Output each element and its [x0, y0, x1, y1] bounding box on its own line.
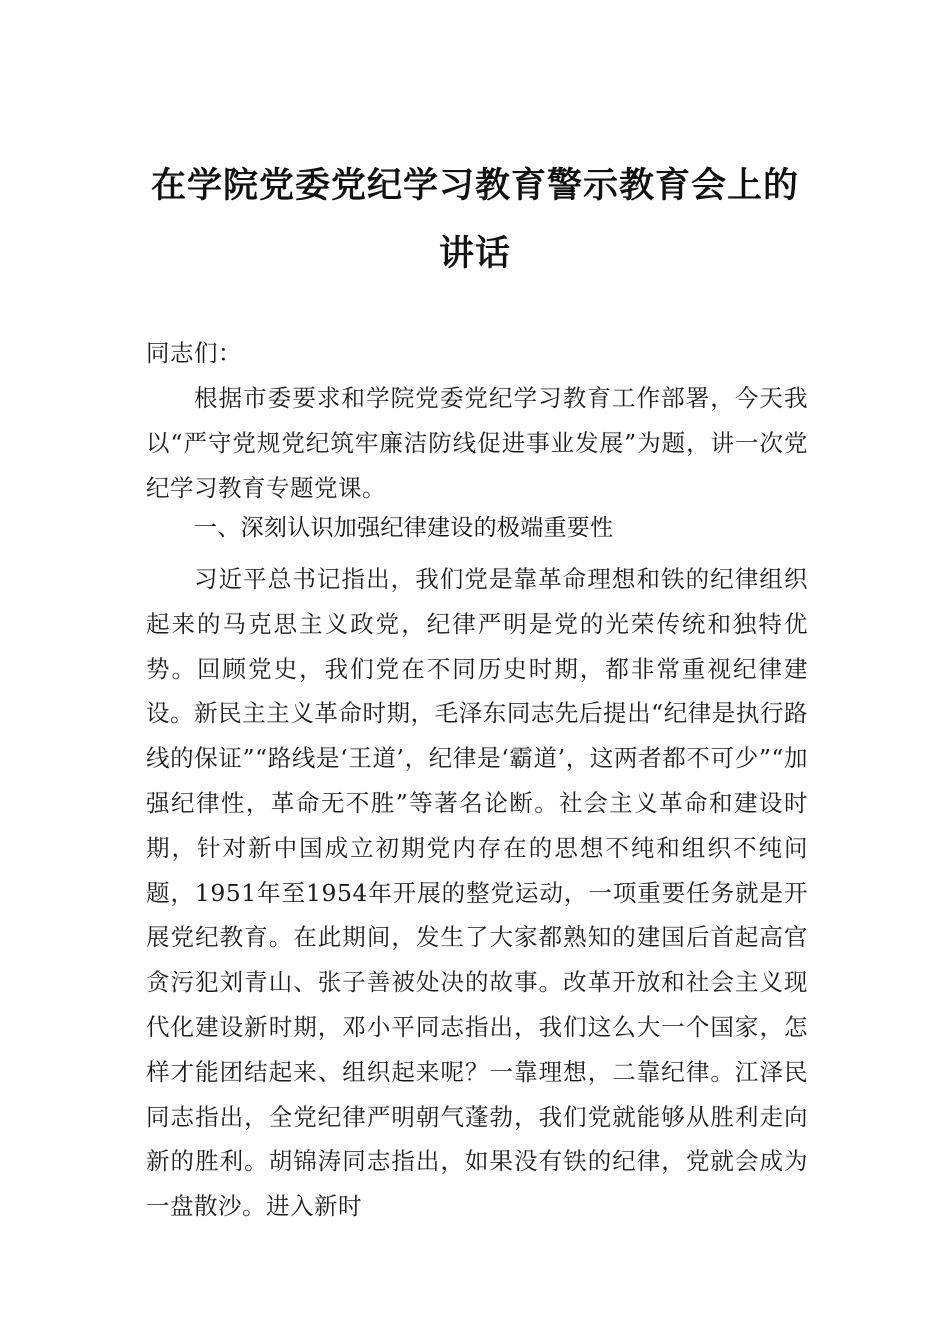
section-heading-1: 一、深刻认识加强纪律建设的极端重要性	[194, 515, 614, 541]
salutation: 同志们：	[146, 339, 242, 367]
paragraph-body-1: 习近平总书记指出，我们党是靠革命理想和铁的纪律组织起来的马克思主义政党，纪律严明是党的光荣传统和独特优势。回顾党史，我们党在不同历史时期，都非常重视纪律建设。新民主主义革命时期，毛泽东同志先后提出“纪律是执行路线的保证”“路线是‘王道’，纪律是‘霸道’，这两者都不可少”“加强纪律性，革命无不胜”等著名论断。社会主义革命和建设时期，针对新中国成立初期党内存在的思想不纯和组织不纯问题，1951年至1954年开展的整党运动，一项重要任务就是开展党纪教育。在此期间，发生了大家都熟知的建国后首起高官贪污犯刘青山、张子善被处决的故事。改革开放和社会主义现代化建设新时期，邓小平同志指出，我们这么大一个国家，怎样才能团结起来、组织起来呢？一靠理想，二靠纪律。江泽民同志指出，全党纪律严明朝气蓬勃，我们党就能够从胜利走向新的胜利。胡锦涛同志指出，如果没有铁的纪律，党就会成为一盘散沙。进入新时	[146, 565, 808, 1221]
paragraph-intro: 根据市委要求和学院党委党纪学习教育工作部署，今天我以“严守党规党纪筑牢廉洁防线促进事业发展”为题，讲一次党纪学习教育专题党课。	[146, 384, 808, 502]
document-title-line-2: 讲话	[438, 233, 511, 274]
document-title-line-1: 在学院党委党纪学习教育警示教育会上的	[150, 165, 799, 206]
